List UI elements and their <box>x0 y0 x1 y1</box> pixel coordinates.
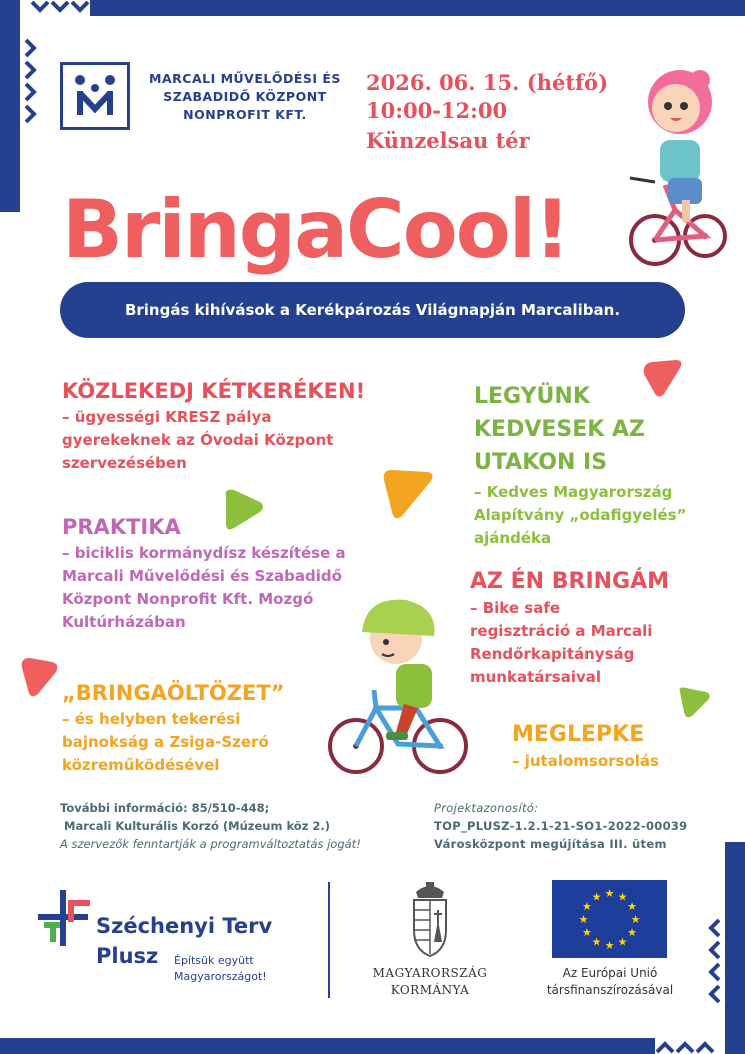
eu-star-icon: ★ <box>627 926 637 939</box>
section-bringaoltozet-line-1: – és helyben tekerési <box>62 710 241 728</box>
eu-line-2: társfinanszírozásával <box>546 983 674 997</box>
footer-address: Marcali Kulturális Korzó (Múzeum köz 2.) <box>64 819 331 833</box>
org-logo <box>60 62 130 130</box>
eu-star-icon: ★ <box>591 935 602 949</box>
section-praktika-line-1: – biciklis kormánydísz készítése a <box>62 544 346 562</box>
eu-star-icon: ★ <box>604 887 615 900</box>
eu-star-icon: ★ <box>604 939 615 952</box>
eu-star-icon: ★ <box>617 890 628 904</box>
subtitle-text: Bringás kihívások a Kerékpározás Világnapján Marcaliban. <box>124 301 621 319</box>
eu-star-icon: ★ <box>582 926 592 939</box>
government-line-2: KORMÁNYA <box>390 983 470 997</box>
section-kozlekedj <box>62 378 452 475</box>
government-line-1: MAGYARORSZÁG <box>372 966 488 980</box>
section-praktika-line-4: Kultúrházában <box>62 613 186 631</box>
eu-star-icon: ★ <box>582 900 592 913</box>
footer-project-id: TOP_PLUSZ-1.2.1-21-SO1-2022-00039 <box>434 819 688 833</box>
eu-star-icon: ★ <box>578 913 589 926</box>
org-logo-icon <box>63 65 127 127</box>
main-title: BringaCool! <box>62 183 569 276</box>
szechenyi-slogan-line-1: Építsük együtt <box>174 954 254 967</box>
triangle-orange-decoration <box>380 466 436 522</box>
section-kozlekedj-line-3: szervezésében <box>62 454 187 472</box>
eu-star-icon: ★ <box>630 913 641 926</box>
eu-flag-icon <box>552 880 667 958</box>
org-name-line-3: NONPROFIT KFT. <box>183 107 307 122</box>
triangle-green-small-decoration <box>676 686 712 720</box>
org-name-line-2: SZABADIDŐ KÖZPONT <box>163 89 327 104</box>
section-en-bringam <box>470 569 710 689</box>
eu-line-1: Az Európai Unió <box>562 966 658 980</box>
boy-on-bike-illustration <box>326 592 472 778</box>
section-meglepke-line-1: – jutalomsorsolás <box>512 752 659 770</box>
szechenyi-logo-icon <box>38 888 96 948</box>
section-en-bringam-line-3: Rendőrkapitányság <box>470 645 635 663</box>
section-legyunk-title-line-1: LEGYÜNK <box>474 384 590 409</box>
subtitle-banner <box>60 282 685 338</box>
triangle-green-decoration <box>220 488 266 532</box>
section-praktika-line-2: Marcali Művelődési és Szabadidő <box>62 567 342 585</box>
org-name <box>140 70 350 124</box>
eu-stars <box>552 880 667 958</box>
szechenyi-slogan-line-2: Magyarországot! <box>174 970 267 983</box>
section-kozlekedj-line-2: gyerekeknek az Óvodai Központ <box>62 431 334 449</box>
section-legyunk-line-2: Alapítvány „odafigyelés” <box>474 506 687 524</box>
section-legyunk <box>474 380 714 550</box>
section-bringaoltozet-line-3: közreműködésével <box>62 756 220 774</box>
event-location: Künzelsau tér <box>366 128 530 153</box>
event-time: 10:00-12:00 <box>366 98 508 123</box>
section-legyunk-title-line-2: KEDVESEK AZ <box>474 417 645 442</box>
section-kozlekedj-title: KÖZLEKEDJ KÉTKERÉKEN! <box>62 379 366 403</box>
footer-disclaimer: A szervezők fenntartják a programváltoztatás jogát! <box>60 837 361 851</box>
logo-divider <box>328 882 330 998</box>
eu-star-icon: ★ <box>591 890 602 904</box>
section-en-bringam-title: AZ ÉN BRINGÁM <box>470 569 670 594</box>
triangle-red-left-decoration <box>18 654 60 698</box>
triangle-red-decoration <box>640 358 684 400</box>
section-en-bringam-line-2: regisztráció a Marcali <box>470 622 653 640</box>
szechenyi-plusz: Plusz <box>96 944 159 968</box>
section-meglepke <box>512 722 712 773</box>
frame-bottom-bar <box>0 1038 655 1054</box>
girl-on-bike-illustration <box>620 60 730 272</box>
section-legyunk-line-1: – Kedves Magyarország <box>474 483 673 501</box>
org-name-line-1: MARCALI MŰVELŐDÉSI ÉS <box>149 71 341 86</box>
footer-info <box>60 799 361 853</box>
section-bringaoltozet <box>62 680 362 777</box>
section-legyunk-title-line-3: UTAKON IS <box>474 450 608 475</box>
eu-star-icon: ★ <box>617 935 628 949</box>
footer-project-label: Projektazonosító: <box>434 801 539 815</box>
section-legyunk-line-3: ajándéka <box>474 529 552 547</box>
footer-project-name: Városközpont megújítása III. ütem <box>434 837 667 851</box>
szechenyi-title: Széchenyi Terv <box>96 914 273 938</box>
event-date: 2026. 06. 15. (hétfő) <box>366 70 609 95</box>
footer-project <box>434 799 688 853</box>
frame-top-bar <box>90 0 745 16</box>
section-praktika-title: PRAKTIKA <box>62 515 181 539</box>
szechenyi-slogan <box>174 953 267 985</box>
section-bringaoltozet-title: „BRINGAÖLTÖZET” <box>62 681 285 705</box>
section-bringaoltozet-line-2: bajnokság a Zsiga-Szeró <box>62 733 269 751</box>
eu-star-icon: ★ <box>627 900 637 913</box>
hungarian-coat-of-arms-icon <box>408 880 452 960</box>
section-kozlekedj-line-1: – ügyességi KRESZ pálya <box>62 408 272 426</box>
section-en-bringam-line-1: – Bike safe <box>470 599 561 617</box>
footer-phone: További információ: 85/510-448; <box>60 801 270 815</box>
section-en-bringam-line-4: munkatársaival <box>470 668 602 686</box>
section-meglepke-title: MEGLEPKE <box>512 722 645 747</box>
section-praktika-line-3: Központ Nonprofit Kft. Mozgó <box>62 590 314 608</box>
